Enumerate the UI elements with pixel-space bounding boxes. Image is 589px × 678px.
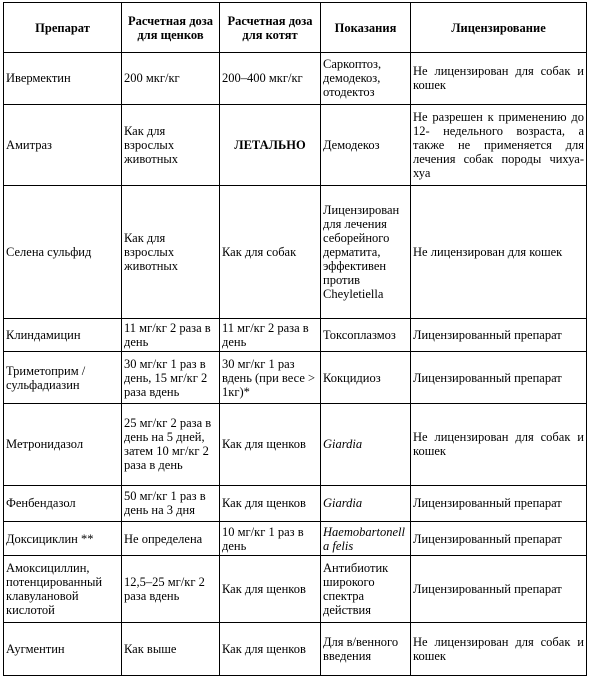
dose-kittens-cell: 10 мг/кг 1 раз в день — [220, 522, 321, 556]
table-row — [4, 186, 587, 318]
dose-puppies-cell: 25 мг/кг 2 раза в день на 5 дней, затем 10 мг/кг 2 раза в день — [122, 404, 220, 485]
table-row — [4, 352, 587, 404]
drug-cell: Доксициклин ** — [4, 522, 122, 556]
licensing-cell: Не лицензирован для собак и кошек — [411, 404, 587, 485]
dose-kittens-cell: 200–400 мкг/кг — [220, 53, 321, 105]
header-indications: Показания — [321, 3, 411, 53]
table-row — [4, 622, 587, 675]
dose-kittens-cell: Как для щенков — [220, 404, 321, 485]
indications-cell: Лицензирован для лечения себорейного дерматита, эффективен против Cheyletiella — [321, 186, 411, 318]
licensing-cell: Лицензированный препарат — [411, 485, 587, 522]
dose-puppies-cell: 12,5–25 мг/кг 2 раза вдень — [122, 555, 220, 622]
dose-kittens-cell: ЛЕТАЛЬНО — [220, 104, 321, 185]
drug-cell: Ивермектин — [4, 53, 122, 105]
table-row — [4, 318, 587, 352]
dose-kittens-cell: Как для щенков — [220, 485, 321, 522]
header-row — [4, 3, 587, 53]
indications-cell: Токсоплазмоз — [321, 318, 411, 352]
licensing-cell: Лицензированный препарат — [411, 555, 587, 622]
header-drug: Препарат — [4, 3, 122, 53]
dose-puppies-cell: 50 мг/кг 1 раз в день на 3 дня — [122, 485, 220, 522]
dose-kittens-cell: 30 мг/кг 1 раз вдень (при весе > 1кг)* — [220, 352, 321, 404]
dose-puppies-cell: Как для взрослых животных — [122, 186, 220, 318]
dose-kittens-cell: 11 мг/кг 2 раза в день — [220, 318, 321, 352]
licensing-cell: Лицензированный препарат — [411, 318, 587, 352]
licensing-cell: Лицензированный препарат — [411, 352, 587, 404]
dose-kittens-cell: Как для щенков — [220, 622, 321, 675]
table-row — [4, 404, 587, 485]
licensing-cell: Лицензированный препарат — [411, 522, 587, 556]
table-row — [4, 104, 587, 185]
indications-cell: Саркоптоз, демодекоз, отодектоз — [321, 53, 411, 105]
drug-cell: Метронидазол — [4, 404, 122, 485]
drug-table — [3, 2, 587, 676]
header-dose-puppies: Расчетная доза для щенков — [122, 3, 220, 53]
dose-puppies-cell: Как для взрослых животных — [122, 104, 220, 185]
indications-cell: Haemobartonella felis — [321, 522, 411, 556]
drug-cell: Амитраз — [4, 104, 122, 185]
licensing-cell: Не лицензирован для собак и кошек — [411, 53, 587, 105]
drug-cell: Аугментин — [4, 622, 122, 675]
dose-kittens-cell: Как для щенков — [220, 555, 321, 622]
indications-cell: Демодекоз — [321, 104, 411, 185]
indications-cell: Для в/венного введения — [321, 622, 411, 675]
dose-puppies-cell: 200 мкг/кг — [122, 53, 220, 105]
drug-cell: Селена сульфид — [4, 186, 122, 318]
licensing-cell: Не лицензирован для кошек — [411, 186, 587, 318]
table-row — [4, 485, 587, 522]
drug-cell: Клиндамицин — [4, 318, 122, 352]
indications-cell: Giardia — [321, 485, 411, 522]
indications-cell: Антибиотик широкого спектра действия — [321, 555, 411, 622]
indications-cell: Giardia — [321, 404, 411, 485]
header-dose-kittens: Расчетная доза для котят — [220, 3, 321, 53]
header-licensing: Лицензирование — [411, 3, 587, 53]
licensing-cell: Не разрешен к применению до 12- недельного возраста, а также не применяется для лечения собак породы чихуа-хуа — [411, 104, 587, 185]
dose-puppies-cell: 11 мг/кг 2 раза в день — [122, 318, 220, 352]
dose-puppies-cell: 30 мг/кг 1 раз в день, 15 мг/кг 2 раза вдень — [122, 352, 220, 404]
dose-puppies-cell: Как выше — [122, 622, 220, 675]
drug-cell: Триметоприм / сульфадиазин — [4, 352, 122, 404]
drug-cell: Амоксициллин, потенцированный клавулановой кислотой — [4, 555, 122, 622]
dose-puppies-cell: Не определена — [122, 522, 220, 556]
table-row — [4, 522, 587, 556]
table-row — [4, 53, 587, 105]
table-row — [4, 555, 587, 622]
dose-kittens-cell: Как для собак — [220, 186, 321, 318]
drug-cell: Фенбендазол — [4, 485, 122, 522]
indications-cell: Кокцидиоз — [321, 352, 411, 404]
licensing-cell: Не лицензирован для собак и кошек — [411, 622, 587, 675]
